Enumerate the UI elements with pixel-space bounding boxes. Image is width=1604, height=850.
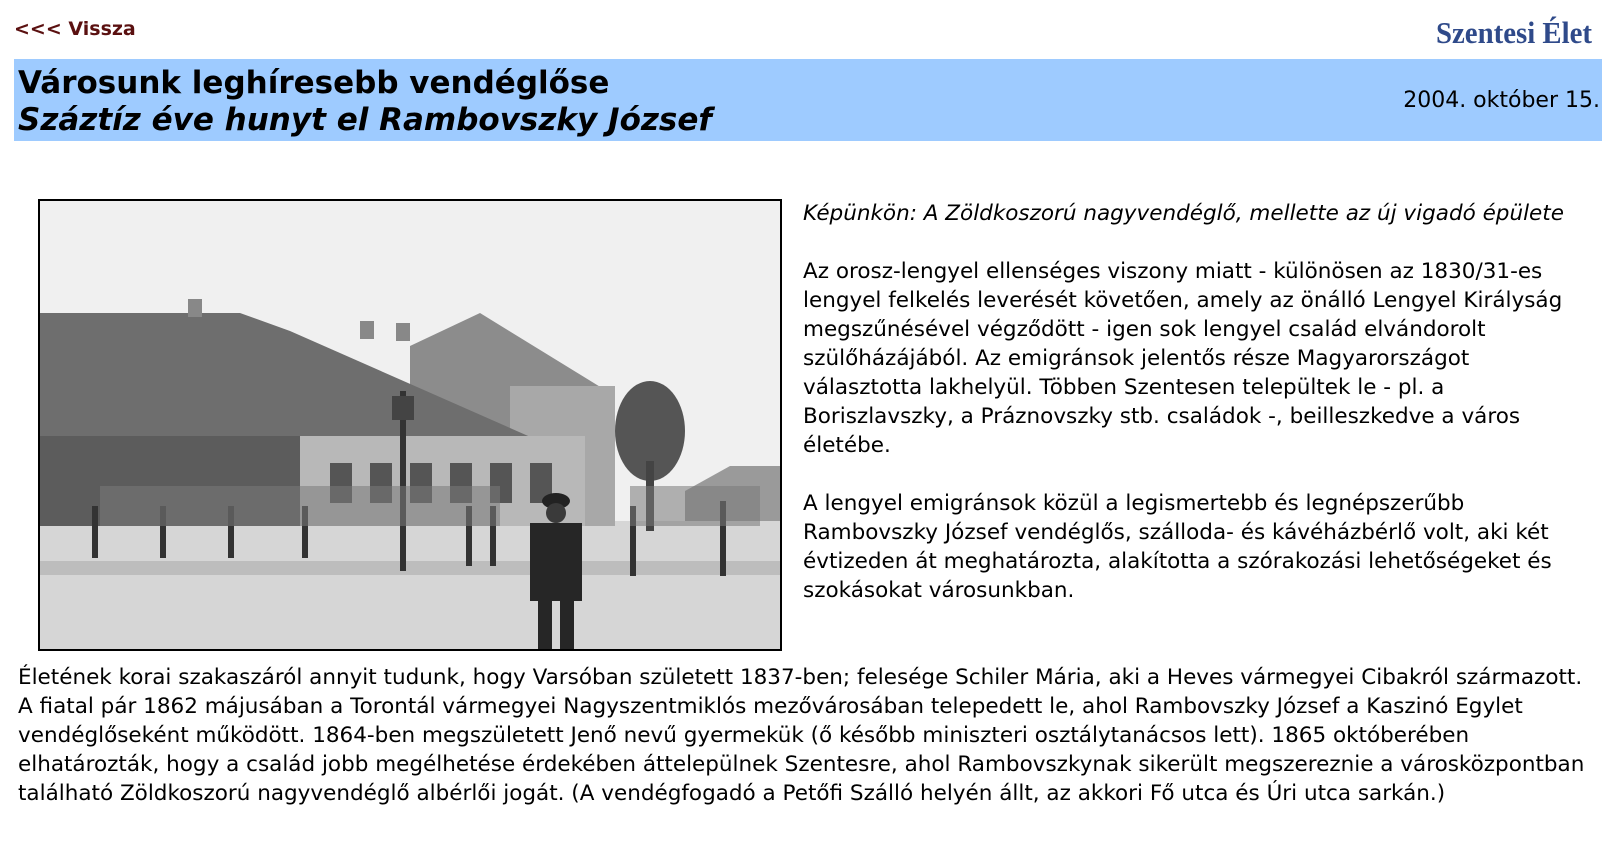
title-bar	[14, 59, 1602, 141]
page-subtitle: Száztíz éve hunyt el Rambovszky József	[18, 102, 712, 138]
article-paragraph-2: A lengyel emigránsok közül a legismertebb és legnépszerűbb Rambovszky József vendéglős, szálloda- és kávéházbérlő volt, aki két évtizeden át meghatározta, alakította a szórakozási lehetőségeket és szokásokat városunkban.	[803, 491, 1552, 603]
article-paragraph-3: Életének korai szakaszáról annyit tudunk, hogy Varsóban született 1837-ben; felesége Schiler Mária, aki a Heves vármegyei Cibakról származott. A fiatal pár 1862 májusában a Torontál vármegyei Nagyszentmiklós mezővárosában telepedett le, ahol Rambovszky József a Kaszinó Egylet vendéglőseként működött. 1864-ben megszületett Jenő nevű gyermekük (ő később miniszteri osztálytanácsos lett). 1865 októberében elhatározták, hogy a család jobb megélhetése érdekében áttelepülnek Szentesre, ahol Rambovszkynak sikerült megszereznie a városközpontban található Zöldkoszorú nagyvendéglő albérlői jogát. (A vendégfogadó a Petőfi Szálló helyén állt, az akkori Fő utca és Úri utca sarkán.)	[18, 665, 1585, 806]
photo-caption: Képünkön: A Zöldkoszorú nagyvendéglő, mellette az új vigadó épülete	[803, 201, 1564, 226]
site-logo[interactable]	[1436, 8, 1592, 52]
page-title: Városunk leghíresebb vendéglőse	[18, 65, 610, 101]
article-photo	[38, 199, 782, 651]
article-paragraph-1: Az orosz-lengyel ellenséges viszony miatt - különösen az 1830/31-es lengyel felkelés leverését követően, amely az önálló Lengyel Királyság megszűnésével végződött - igen sok lengyel család elvándorolt szülőházájából. Az emigránsok jelentős része Magyarországot választotta lakhelyül. Többen Szentesen települtek le - pl. a Boriszlavszky, a Práznovszky stb. családok -, beilleszkedve a város életébe.	[803, 259, 1563, 458]
publish-date: 2004. október 15.	[1403, 88, 1600, 113]
logo-text: Szentesi Élet	[1436, 15, 1592, 50]
back-link[interactable]: <<< Vissza	[14, 18, 136, 40]
article-right-column	[803, 199, 1593, 634]
